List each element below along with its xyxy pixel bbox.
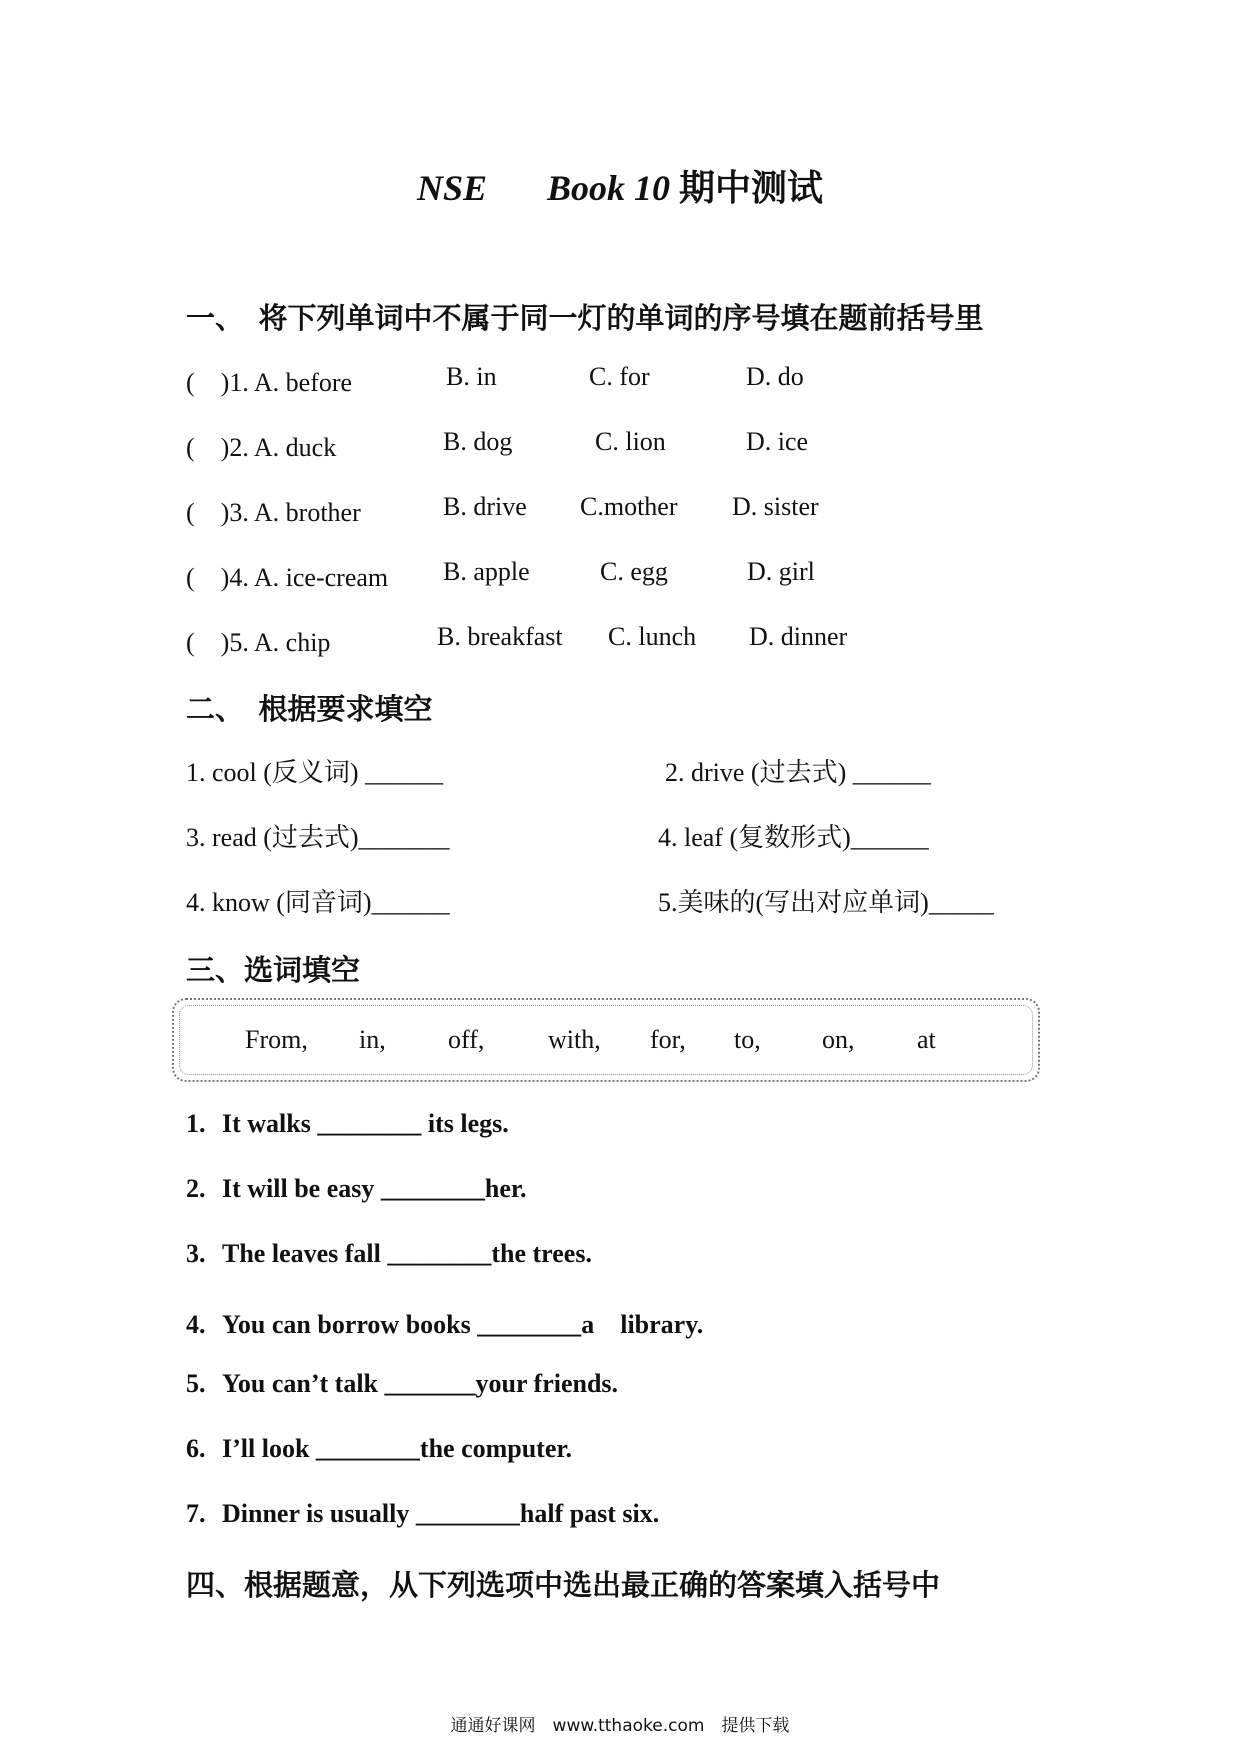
question-prefix: ( )5. A. chip — [186, 628, 331, 657]
option-d: D. dinner — [749, 622, 848, 651]
sentence-number: 3. — [186, 1239, 206, 1268]
section3-heading: 三、选词填空 — [186, 953, 361, 987]
section2-heading: 二、 根据要求填空 — [186, 692, 433, 726]
option-c: C. egg — [600, 557, 668, 586]
section1-row-2 — [186, 427, 1086, 462]
page-title — [0, 160, 1240, 211]
section4-heading: 四、根据题意，从下列选项中选出最正确的答案填入括号中 — [186, 1568, 941, 1602]
section1-heading: 一、 将下列单词中不属于同一灯的单词的序号填在题前括号里 — [186, 301, 984, 335]
option-d: D. sister — [732, 492, 819, 521]
question-prefix: ( )3. A. brother — [186, 498, 361, 527]
section1-row-1 — [186, 362, 1086, 397]
sentence-item — [186, 1499, 659, 1529]
sentence-text: You can borrow books ________a library. — [222, 1310, 704, 1339]
sentence-text: It walks ________ its legs. — [222, 1109, 509, 1138]
word-bank-item: in, — [359, 1025, 386, 1054]
word-bank-item: for, — [650, 1025, 686, 1054]
title-series: NSE — [416, 168, 487, 208]
sentence-number: 5. — [186, 1369, 206, 1398]
word-bank-item: off, — [448, 1025, 485, 1054]
option-c: C. for — [589, 362, 650, 391]
word-bank-item: to, — [734, 1025, 761, 1054]
sentence-item — [186, 1174, 527, 1204]
option-b: B. apple — [443, 557, 530, 586]
option-c: C.mother — [580, 492, 678, 521]
sentence-number: 4. — [186, 1310, 206, 1339]
option-c: C. lunch — [608, 622, 697, 651]
question-prefix: ( )4. A. ice-cream — [186, 563, 389, 592]
fill-item: 1. cool (反义词) ______ — [186, 758, 444, 787]
fill-item: 4. leaf (复数形式)______ — [658, 823, 929, 852]
title-exam: 期中测试 — [679, 168, 824, 208]
sentence-number: 1. — [186, 1109, 206, 1138]
option-d: D. ice — [746, 427, 809, 456]
question-prefix: ( )1. A. before — [186, 368, 353, 397]
sentence-number: 2. — [186, 1174, 206, 1203]
sentence-text: It will be easy ________her. — [222, 1174, 527, 1203]
sentence-item — [186, 1434, 572, 1464]
sentence-text: Dinner is usually ________half past six. — [222, 1499, 660, 1528]
sentence-number: 6. — [186, 1434, 206, 1463]
word-bank — [245, 1025, 1005, 1057]
sentence-item — [186, 1109, 509, 1139]
fill-item: 2. drive (过去式) ______ — [665, 758, 931, 787]
sentence-text: The leaves fall ________the trees. — [222, 1239, 592, 1268]
sentence-item — [186, 1304, 703, 1341]
section1-row-5 — [186, 622, 1086, 657]
sentence-item — [186, 1369, 618, 1399]
fill-item: 4. know (同音词)______ — [186, 888, 450, 917]
sentence-text: You can’t talk _______your friends. — [222, 1369, 619, 1398]
footer-credit: 通通好课网 www.tthaoke.com 提供下载 — [450, 1716, 790, 1736]
word-bank-item: From, — [245, 1025, 308, 1054]
option-b: B. drive — [443, 492, 527, 521]
option-b: B. in — [446, 362, 497, 391]
sentence-item — [186, 1239, 592, 1269]
section1-row-3 — [186, 492, 1086, 527]
word-bank-item: with, — [548, 1025, 601, 1054]
option-b: B. dog — [443, 427, 513, 456]
option-c: C. lion — [595, 427, 666, 456]
option-d: D. girl — [747, 557, 815, 586]
fill-item: 3. read (过去式)_______ — [186, 823, 450, 852]
sentence-number: 7. — [186, 1499, 206, 1528]
word-bank-item: at — [917, 1025, 936, 1054]
title-book: Book 10 — [547, 168, 671, 208]
sentence-text: I’ll look ________the computer. — [222, 1434, 573, 1463]
fill-item: 5.美味的(写出对应单词)_____ — [658, 888, 994, 917]
option-d: D. do — [746, 362, 804, 391]
section1-row-4 — [186, 557, 1086, 592]
option-b: B. breakfast — [437, 622, 563, 651]
word-bank-item: on, — [822, 1025, 855, 1054]
question-prefix: ( )2. A. duck — [186, 433, 337, 462]
